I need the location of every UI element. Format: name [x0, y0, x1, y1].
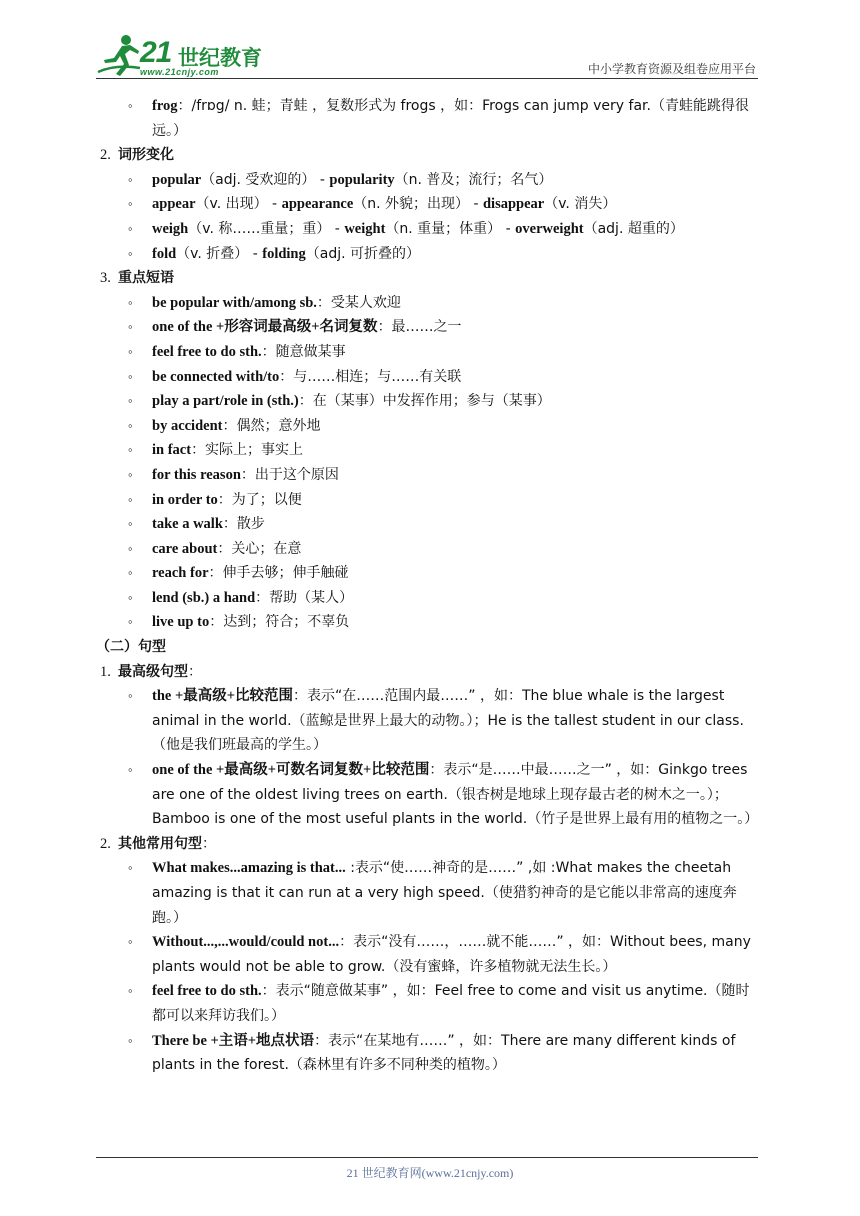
pattern-desc: ：表示“没有……，……就不能……” ，如：Without bees, many plants would not be able to grow.（没有蜜蜂，许多植物就无法生长。）	[152, 934, 751, 975]
list-item	[96, 438, 762, 463]
list-item	[96, 1029, 762, 1078]
section-number: 2.	[100, 835, 111, 852]
phrase-en: live up to	[152, 614, 210, 631]
section-title: 其他常用句型	[118, 835, 202, 852]
phrase-cn: ：受某人欢迎	[316, 294, 401, 311]
runner-icon	[96, 34, 142, 78]
vocab-meaning: （v. 出现） -	[195, 196, 282, 213]
phrase-cn: ：达到；符合；不辜负	[209, 614, 350, 631]
list-item	[96, 856, 762, 930]
list-item	[96, 537, 762, 562]
list-item	[96, 463, 762, 488]
phrase-en: by accident	[152, 417, 223, 434]
phrase-en: reach for	[152, 565, 209, 582]
vocab-meaning: （n. 外貌；出现） -	[353, 196, 483, 213]
pattern-title: one of the +最高级+可数名词复数+比较范围	[152, 762, 430, 779]
pattern-desc: :表示“使……神奇的是……” ,如 :What makes the cheetah amazing is that it can run at a very high speed.（使猎豹神奇的是它能以非常高的速度奔跑。）	[152, 860, 737, 926]
phrase-en: be popular with/among sb.	[152, 294, 317, 311]
pattern-title: What makes...amazing is that...	[152, 860, 346, 877]
pattern-desc: ：表示“随意做某事” ，如：Feel free to come and visit us anytime.（随时都可以来拜访我们。）	[152, 983, 750, 1024]
phrase-cn: ：关心；在意	[217, 540, 302, 557]
list-item	[96, 291, 762, 316]
section-number: 1.	[100, 663, 111, 680]
section-colon: ：	[188, 663, 202, 680]
sentence-pattern-list	[96, 684, 762, 832]
list-item	[96, 242, 762, 267]
phrase-en: care about	[152, 540, 218, 557]
vocab-meaning: （v. 折叠） -	[176, 245, 263, 262]
phrase-en: in order to	[152, 491, 218, 508]
phrase-en: feel free to do sth.	[152, 343, 262, 360]
list-item	[96, 94, 762, 143]
phrase-cn: ：伸手去够；伸手触碰	[208, 565, 349, 582]
list-item	[96, 979, 762, 1028]
phrase-cn: ：随意做某事	[261, 343, 346, 360]
section-number: 2.	[100, 147, 111, 164]
pattern-title: feel free to do sth.	[152, 983, 262, 1000]
logo-name: 世纪教育	[178, 46, 262, 70]
header-divider	[96, 78, 758, 79]
section-heading	[96, 266, 762, 291]
vocab-meaning: ：/frɒg/ n. 蛙；青蛙 ，复数形式为 frogs ，如：Frogs can jump very far.（青蛙能跳得很远。）	[152, 98, 749, 139]
pattern-desc: ：表示“在……范围内最……” ，如：The blue whale is the largest animal in the world.（蓝鲸是世界上最大的动物。）；He is the tallest student in our class.（他是我们班最高的学生。）	[152, 688, 744, 754]
site-logo[interactable]	[96, 34, 266, 80]
phrase-cn: ：最……之一	[377, 319, 462, 336]
vocab-meaning: （v. 消失）	[544, 196, 617, 213]
logo-url: www.21cnjy.com	[140, 67, 219, 77]
vocab-word: folding	[262, 245, 306, 262]
part-heading: （二）句型	[96, 639, 166, 656]
vocab-word: popular	[152, 171, 202, 188]
vocab-word: popularity	[329, 171, 395, 188]
vocab-meaning: （adj. 可折叠的）	[305, 245, 421, 262]
section-title: 最高级句型	[118, 663, 188, 680]
section-title: 词形变化	[118, 147, 174, 164]
list-item	[96, 488, 762, 513]
section-heading	[96, 832, 762, 857]
phrase-en: for this reason	[152, 466, 241, 483]
phrases-list	[96, 291, 762, 635]
vocab-meaning: （n. 普及；流行；名气）	[394, 171, 553, 188]
phrase-cn: ：为了；以便	[217, 491, 302, 508]
phrase-cn: ：帮助（某人）	[255, 589, 354, 606]
vocab-word: weigh	[152, 220, 189, 237]
list-item	[96, 586, 762, 611]
list-item	[96, 389, 762, 414]
pattern-title: the +最高级+比较范围	[152, 688, 293, 705]
phrase-cn: ：实际上；事实上	[191, 442, 304, 459]
list-item	[96, 561, 762, 586]
pattern-title: There be +主语+地点状语	[152, 1032, 315, 1049]
vocab-word: appearance	[281, 196, 354, 213]
pattern-title: Without...,...would/could not...	[152, 934, 340, 951]
list-item	[96, 414, 762, 439]
phrase-en: play a part/role in (sth.)	[152, 393, 299, 410]
sentence-pattern-list	[96, 856, 762, 1077]
phrase-cn: ：偶然；意外地	[222, 417, 321, 434]
section-heading	[96, 143, 762, 168]
logo-number: 21	[140, 36, 172, 69]
section-title: 重点短语	[118, 270, 174, 287]
section-colon: ：	[202, 835, 216, 852]
phrase-en: in fact	[152, 442, 192, 459]
platform-name: 中小学教育资源及组卷应用平台	[587, 62, 756, 76]
list-item	[96, 758, 762, 832]
list-item	[96, 192, 762, 217]
section-number: 3.	[100, 270, 111, 287]
list-item	[96, 217, 762, 242]
phrase-cn: ：与……相连；与……有关联	[279, 368, 462, 385]
phrase-en: one of the +形容词最高级+名词复数	[152, 319, 378, 336]
vocab-meaning: （adj. 超重的）	[583, 220, 684, 237]
word-forms-list	[96, 168, 762, 266]
list-item	[96, 365, 762, 390]
page-header	[0, 0, 860, 82]
page-footer: 21 世纪教育网(www.21cnjy.com)	[346, 1166, 514, 1180]
phrase-cn: ：散步	[222, 516, 265, 533]
vocab-word: disappear	[482, 196, 545, 213]
list-item	[96, 512, 762, 537]
footer-divider	[96, 1157, 758, 1158]
list-item	[96, 610, 762, 635]
vocab-word: weight	[344, 220, 386, 237]
list-item	[96, 930, 762, 979]
list-item	[96, 684, 762, 758]
list-item	[96, 340, 762, 365]
phrase-en: take a walk	[152, 516, 223, 533]
vocab-meaning: （n. 重量；体重） -	[385, 220, 516, 237]
vocab-word: fold	[152, 245, 177, 262]
document-body	[96, 94, 762, 1078]
pattern-desc: ：表示“在某地有……” ，如：There are many different kinds of plants in the forest.（森林里有许多不同种类的植物。）	[152, 1032, 736, 1074]
vocab-meaning: （adj. 受欢迎的） -	[201, 171, 330, 188]
phrase-en: lend (sb.) a hand	[152, 589, 256, 606]
section-heading	[96, 660, 762, 685]
list-item	[96, 315, 762, 340]
vocab-word: overweight	[515, 220, 584, 237]
list-item	[96, 168, 762, 193]
phrase-cn: ：在（某事）中发挥作用；参与（某事）	[298, 393, 551, 410]
pattern-desc: ：表示“是……中最……之一” ，如：Ginkgo trees are one of the oldest living trees on earth.（银杏树是地球上现存最古老的树木之一。）；Bamboo is one of the most useful plants in the world.（竹子是世界上最有用的植物之一。）	[152, 762, 759, 828]
phrase-en: be connected with/to	[152, 368, 280, 385]
phrase-cn: ：出于这个原因	[240, 466, 339, 483]
vocab-word: appear	[152, 196, 196, 213]
vocab-word: frog	[152, 98, 178, 114]
vocab-meaning: （v. 称……重量；重） -	[188, 220, 345, 237]
